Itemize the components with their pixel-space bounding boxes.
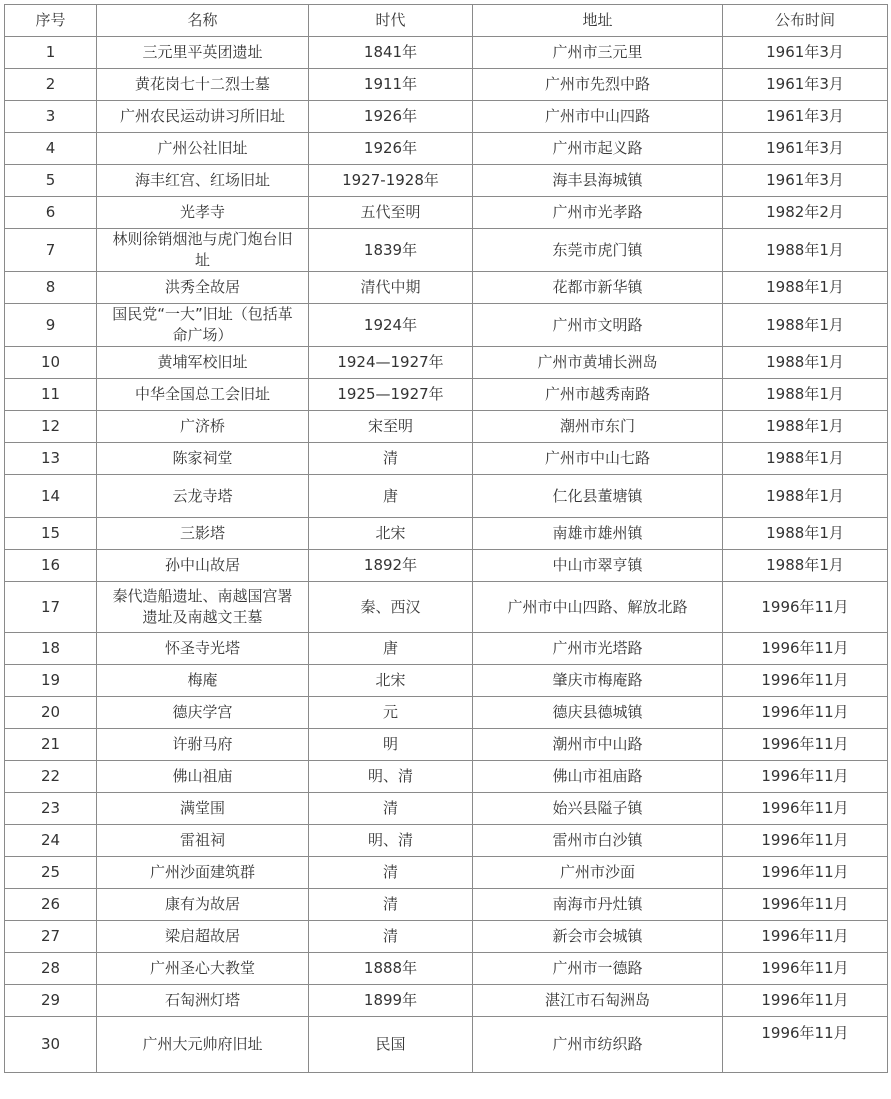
cell-date: 1996年11月 xyxy=(723,729,888,761)
cell-era: 宋至明 xyxy=(309,411,473,443)
table-row xyxy=(5,518,888,550)
cell-name: 怀圣寺光塔 xyxy=(97,633,309,665)
cell-no: 7 xyxy=(5,229,97,272)
cell-name: 满堂围 xyxy=(97,793,309,825)
table-row xyxy=(5,379,888,411)
table-row xyxy=(5,197,888,229)
cell-name: 三元里平英团遗址 xyxy=(97,37,309,69)
cell-no: 18 xyxy=(5,633,97,665)
cell-no: 11 xyxy=(5,379,97,411)
cell-date: 1961年3月 xyxy=(723,101,888,133)
cell-date: 1996年11月 xyxy=(723,921,888,953)
cell-address: 广州市中山七路 xyxy=(473,443,723,475)
cell-address: 德庆县德城镇 xyxy=(473,697,723,729)
cell-address: 始兴县隘子镇 xyxy=(473,793,723,825)
table-row xyxy=(5,37,888,69)
cell-no: 24 xyxy=(5,825,97,857)
cell-era: 元 xyxy=(309,697,473,729)
cell-date: 1988年1月 xyxy=(723,379,888,411)
table-row xyxy=(5,304,888,347)
cell-era: 清 xyxy=(309,857,473,889)
cell-address: 湛江市石匋洲岛 xyxy=(473,985,723,1017)
cell-name: 光孝寺 xyxy=(97,197,309,229)
cell-name: 德庆学宫 xyxy=(97,697,309,729)
table-row xyxy=(5,953,888,985)
cell-era: 北宋 xyxy=(309,665,473,697)
table-body xyxy=(5,37,888,1073)
table-row xyxy=(5,985,888,1017)
cell-era: 明 xyxy=(309,729,473,761)
cell-date: 1996年11月 xyxy=(723,953,888,985)
cell-no: 12 xyxy=(5,411,97,443)
cell-date: 1996年11月 xyxy=(723,697,888,729)
cell-era: 1926年 xyxy=(309,101,473,133)
cell-address: 广州市光孝路 xyxy=(473,197,723,229)
cell-date: 1961年3月 xyxy=(723,165,888,197)
cell-date: 1988年1月 xyxy=(723,347,888,379)
cell-era: 1892年 xyxy=(309,550,473,582)
cell-address: 潮州市东门 xyxy=(473,411,723,443)
table-row xyxy=(5,101,888,133)
cell-date: 1988年1月 xyxy=(723,272,888,304)
cell-no: 23 xyxy=(5,793,97,825)
cell-no: 13 xyxy=(5,443,97,475)
cell-era: 唐 xyxy=(309,475,473,518)
cell-era: 1924年 xyxy=(309,304,473,347)
cell-no: 22 xyxy=(5,761,97,793)
cell-date: 1996年11月 xyxy=(723,825,888,857)
table-row xyxy=(5,665,888,697)
cell-date: 1961年3月 xyxy=(723,133,888,165)
cell-name: 广州圣心大教堂 xyxy=(97,953,309,985)
header-no: 序号 xyxy=(5,5,97,37)
table-row xyxy=(5,443,888,475)
cell-date: 1988年1月 xyxy=(723,475,888,518)
cell-name: 秦代造船遗址、南越国宫署遗址及南越文王墓 xyxy=(97,582,309,633)
cell-no: 6 xyxy=(5,197,97,229)
cell-address: 南海市丹灶镇 xyxy=(473,889,723,921)
cell-name: 梁启超故居 xyxy=(97,921,309,953)
cell-no: 9 xyxy=(5,304,97,347)
table-row xyxy=(5,729,888,761)
cell-era: 1888年 xyxy=(309,953,473,985)
cell-address: 雷州市白沙镇 xyxy=(473,825,723,857)
cell-date: 1982年2月 xyxy=(723,197,888,229)
cell-no: 26 xyxy=(5,889,97,921)
cell-name: 广州大元帅府旧址 xyxy=(97,1017,309,1073)
cell-address: 广州市光塔路 xyxy=(473,633,723,665)
table-row xyxy=(5,633,888,665)
cell-name: 孙中山故居 xyxy=(97,550,309,582)
cell-no: 29 xyxy=(5,985,97,1017)
cell-era: 1841年 xyxy=(309,37,473,69)
cell-date: 1996年11月 xyxy=(723,582,888,633)
table-row xyxy=(5,165,888,197)
cell-name: 广州公社旧址 xyxy=(97,133,309,165)
cell-address: 东莞市虎门镇 xyxy=(473,229,723,272)
table-row xyxy=(5,921,888,953)
cell-era: 1839年 xyxy=(309,229,473,272)
cell-name: 云龙寺塔 xyxy=(97,475,309,518)
cell-address: 广州市纺织路 xyxy=(473,1017,723,1073)
cell-date: 1996年11月 xyxy=(723,793,888,825)
cell-address: 南雄市雄州镇 xyxy=(473,518,723,550)
table-row xyxy=(5,697,888,729)
cell-no: 28 xyxy=(5,953,97,985)
table-row xyxy=(5,347,888,379)
cell-era: 明、清 xyxy=(309,825,473,857)
cell-date: 1988年1月 xyxy=(723,550,888,582)
heritage-table-container xyxy=(4,4,888,1073)
cell-address: 广州市中山四路、解放北路 xyxy=(473,582,723,633)
table-row xyxy=(5,825,888,857)
cell-name: 洪秀全故居 xyxy=(97,272,309,304)
header-row xyxy=(5,5,888,37)
cell-name: 林则徐销烟池与虎门炮台旧址 xyxy=(97,229,309,272)
cell-date: 1988年1月 xyxy=(723,304,888,347)
cell-era: 清代中期 xyxy=(309,272,473,304)
cell-address: 广州市黄埔长洲岛 xyxy=(473,347,723,379)
cell-no: 10 xyxy=(5,347,97,379)
table-row xyxy=(5,761,888,793)
cell-no: 30 xyxy=(5,1017,97,1073)
cell-era: 唐 xyxy=(309,633,473,665)
cell-no: 5 xyxy=(5,165,97,197)
cell-era: 清 xyxy=(309,793,473,825)
table-row xyxy=(5,411,888,443)
table-row xyxy=(5,272,888,304)
cell-era: 1926年 xyxy=(309,133,473,165)
cell-name: 陈家祠堂 xyxy=(97,443,309,475)
cell-address: 佛山市祖庙路 xyxy=(473,761,723,793)
cell-era: 清 xyxy=(309,889,473,921)
cell-name: 黄埔军校旧址 xyxy=(97,347,309,379)
cell-no: 19 xyxy=(5,665,97,697)
cell-era: 明、清 xyxy=(309,761,473,793)
cell-no: 3 xyxy=(5,101,97,133)
cell-name: 许驸马府 xyxy=(97,729,309,761)
cell-name: 佛山祖庙 xyxy=(97,761,309,793)
cell-era: 清 xyxy=(309,921,473,953)
cell-address: 广州市先烈中路 xyxy=(473,69,723,101)
cell-era: 1925—1927年 xyxy=(309,379,473,411)
cell-address: 花都市新华镇 xyxy=(473,272,723,304)
cell-no: 8 xyxy=(5,272,97,304)
cell-name: 石匋洲灯塔 xyxy=(97,985,309,1017)
cell-date: 1961年3月 xyxy=(723,69,888,101)
table-row xyxy=(5,133,888,165)
cell-name: 三影塔 xyxy=(97,518,309,550)
heritage-sites-table xyxy=(4,4,888,1073)
cell-date: 1996年11月 xyxy=(723,985,888,1017)
table-row xyxy=(5,1017,888,1073)
cell-name: 海丰红宫、红场旧址 xyxy=(97,165,309,197)
cell-date: 1996年11月 xyxy=(723,889,888,921)
cell-address: 广州市文明路 xyxy=(473,304,723,347)
cell-name: 梅庵 xyxy=(97,665,309,697)
cell-era: 1927-1928年 xyxy=(309,165,473,197)
table-row xyxy=(5,229,888,272)
cell-address: 肇庆市梅庵路 xyxy=(473,665,723,697)
cell-date: 1961年3月 xyxy=(723,37,888,69)
cell-name: 国民党“一大”旧址（包括革命广场） xyxy=(97,304,309,347)
cell-no: 17 xyxy=(5,582,97,633)
header-date: 公布时间 xyxy=(723,5,888,37)
cell-address: 广州市沙面 xyxy=(473,857,723,889)
cell-era: 五代至明 xyxy=(309,197,473,229)
cell-era: 民国 xyxy=(309,1017,473,1073)
cell-name: 广济桥 xyxy=(97,411,309,443)
cell-no: 2 xyxy=(5,69,97,101)
cell-date: 1996年11月 xyxy=(723,857,888,889)
cell-era: 1899年 xyxy=(309,985,473,1017)
table-row xyxy=(5,69,888,101)
cell-address: 广州市三元里 xyxy=(473,37,723,69)
cell-address: 仁化县董塘镇 xyxy=(473,475,723,518)
cell-era: 1911年 xyxy=(309,69,473,101)
cell-no: 14 xyxy=(5,475,97,518)
cell-address: 中山市翠亨镇 xyxy=(473,550,723,582)
cell-name: 黄花岗七十二烈士墓 xyxy=(97,69,309,101)
cell-name: 广州农民运动讲习所旧址 xyxy=(97,101,309,133)
cell-date: 1996年11月 xyxy=(723,633,888,665)
cell-era: 北宋 xyxy=(309,518,473,550)
cell-no: 27 xyxy=(5,921,97,953)
table-header xyxy=(5,5,888,37)
table-row xyxy=(5,475,888,518)
cell-name: 康有为故居 xyxy=(97,889,309,921)
cell-date: 1988年1月 xyxy=(723,518,888,550)
cell-date: 1988年1月 xyxy=(723,411,888,443)
cell-era: 秦、西汉 xyxy=(309,582,473,633)
cell-era: 1924—1927年 xyxy=(309,347,473,379)
cell-name: 广州沙面建筑群 xyxy=(97,857,309,889)
cell-address: 海丰县海城镇 xyxy=(473,165,723,197)
cell-date: 1988年1月 xyxy=(723,229,888,272)
header-address: 地址 xyxy=(473,5,723,37)
cell-no: 15 xyxy=(5,518,97,550)
cell-address: 广州市一德路 xyxy=(473,953,723,985)
cell-address: 广州市越秀南路 xyxy=(473,379,723,411)
cell-address: 潮州市中山路 xyxy=(473,729,723,761)
table-row xyxy=(5,550,888,582)
cell-no: 16 xyxy=(5,550,97,582)
cell-address: 广州市起义路 xyxy=(473,133,723,165)
cell-address: 广州市中山四路 xyxy=(473,101,723,133)
table-row xyxy=(5,889,888,921)
cell-no: 1 xyxy=(5,37,97,69)
cell-no: 4 xyxy=(5,133,97,165)
table-row xyxy=(5,857,888,889)
header-era: 时代 xyxy=(309,5,473,37)
cell-name: 中华全国总工会旧址 xyxy=(97,379,309,411)
cell-date: 1996年11月 xyxy=(723,761,888,793)
cell-no: 21 xyxy=(5,729,97,761)
cell-no: 20 xyxy=(5,697,97,729)
table-row xyxy=(5,793,888,825)
cell-date: 1996年11月 xyxy=(723,665,888,697)
header-name: 名称 xyxy=(97,5,309,37)
cell-date: 1996年11月 xyxy=(723,1017,888,1073)
cell-date: 1988年1月 xyxy=(723,443,888,475)
cell-name: 雷祖祠 xyxy=(97,825,309,857)
table-row xyxy=(5,582,888,633)
cell-no: 25 xyxy=(5,857,97,889)
cell-address: 新会市会城镇 xyxy=(473,921,723,953)
cell-era: 清 xyxy=(309,443,473,475)
